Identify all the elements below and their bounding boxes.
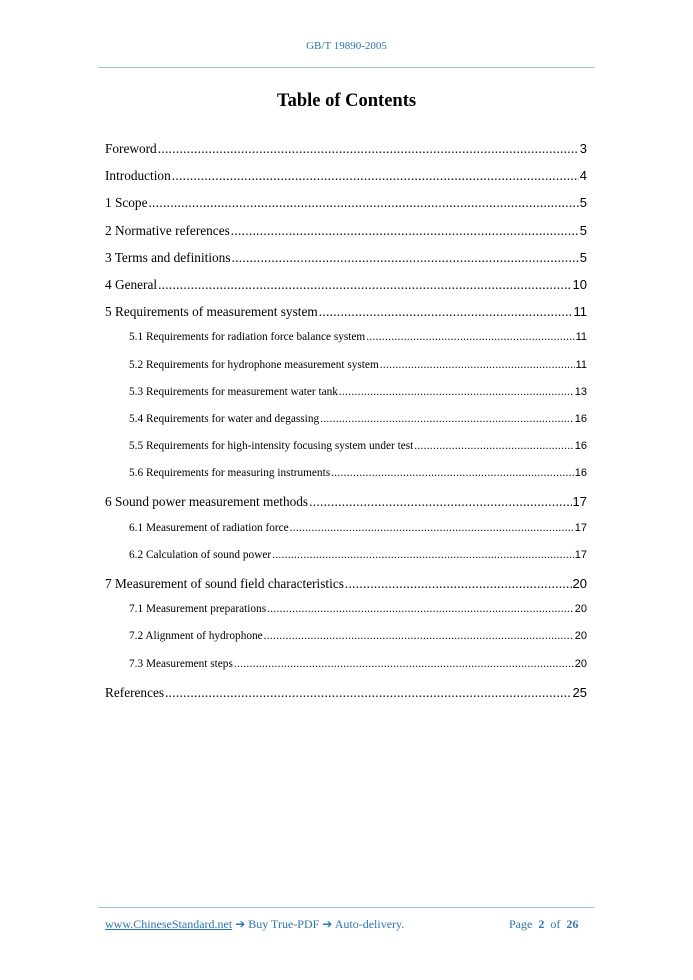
toc-entry[interactable] (105, 386, 587, 413)
toc-entry-page: 5 (579, 249, 587, 265)
current-page: 2 (538, 917, 545, 931)
toc-entry-label: 6.2 Calculation of sound power (129, 548, 272, 561)
toc-entry-page: 4 (579, 168, 587, 184)
toc-entry-page: 20 (574, 657, 587, 670)
toc-entry-page: 17 (572, 494, 587, 510)
dot-leader (272, 549, 574, 561)
page-title: Table of Contents (276, 91, 417, 111)
running-header: GB/T 19890-2005 (306, 40, 387, 52)
dot-leader (234, 658, 574, 670)
toc-entry-page: 11 (575, 331, 587, 344)
dot-leader (231, 223, 579, 239)
toc-entry-page: 3 (579, 141, 587, 156)
page-word: Page (509, 917, 533, 931)
toc-entry-page: 5 (579, 195, 587, 211)
arrow-icon: ➔ (322, 917, 333, 931)
page-number (509, 917, 578, 932)
dot-leader (290, 522, 574, 534)
dot-leader (320, 413, 574, 425)
dot-leader (148, 195, 578, 211)
toc-entry-label: Introduction (105, 168, 171, 184)
toc-entry[interactable] (105, 223, 587, 250)
site-link[interactable]: www.ChineseStandard.net (105, 917, 233, 931)
buy-link[interactable]: Buy True-PDF (248, 917, 320, 931)
total-pages: 26 (566, 917, 579, 931)
toc-entry-page: 16 (574, 467, 587, 480)
toc-entry[interactable] (105, 168, 587, 195)
toc-entry[interactable] (105, 304, 587, 331)
dot-leader (264, 630, 574, 642)
dot-leader (345, 576, 572, 592)
toc-entry-label: 6 Sound power measurement methods (105, 494, 309, 510)
toc-entry[interactable] (105, 467, 587, 494)
toc-entry[interactable] (105, 576, 587, 603)
toc-entry[interactable] (105, 494, 587, 521)
toc-entry-label: 5 Requirements of measurement system (105, 304, 318, 320)
toc-entry-page: 17 (574, 521, 587, 534)
toc-entry[interactable] (105, 250, 587, 277)
toc-entry-label: 6.1 Measurement of radiation force (129, 521, 289, 534)
toc-entry[interactable] (105, 658, 587, 685)
of-word: of (550, 917, 561, 931)
toc-entry-page: 13 (574, 385, 587, 398)
toc-entry-label: 5.3 Requirements for measurement water tank (129, 385, 338, 398)
dot-leader (158, 277, 571, 293)
toc-entry[interactable] (105, 522, 587, 549)
toc-entry-label: 5.1 Requirements for radiation force balance system (129, 331, 366, 344)
footer-promo (105, 917, 404, 932)
dot-leader (414, 440, 573, 452)
toc-entry-label: 5.2 Requirements for hydrophone measurement system (129, 358, 379, 371)
toc-entry-label: 2 Normative references (105, 222, 230, 238)
delivery-text: Auto-delivery. (334, 917, 405, 931)
toc-entry-label: 1 Scope (105, 195, 148, 211)
toc-entry[interactable] (105, 195, 587, 222)
toc-entry[interactable] (105, 359, 587, 386)
toc-entry-page: 16 (574, 440, 587, 453)
toc-entry-page: 17 (574, 548, 587, 561)
toc-entry[interactable] (105, 603, 587, 630)
table-of-contents (105, 141, 587, 712)
toc-entry-label: 3 Terms and definitions (105, 249, 231, 265)
toc-entry-page: 11 (573, 304, 587, 320)
toc-entry-label: 7.2 Alignment of hydrophone (129, 630, 263, 643)
dot-leader (339, 386, 574, 398)
dot-leader (380, 359, 575, 371)
toc-entry-label: 5.6 Requirements for measuring instruments (129, 467, 331, 480)
toc-entry-label: 7.1 Measurement preparations (129, 603, 267, 616)
dot-leader (232, 250, 579, 266)
toc-entry[interactable] (105, 277, 587, 304)
dot-leader (158, 141, 579, 157)
dot-leader (331, 467, 574, 479)
toc-entry[interactable] (105, 549, 587, 576)
toc-entry-label: 7 Measurement of sound field characteristics (105, 576, 344, 591)
toc-entry-page: 5 (579, 222, 587, 238)
toc-entry-label: 7.3 Measurement steps (129, 657, 233, 670)
dot-leader (366, 331, 574, 343)
toc-entry-label: Foreword (105, 141, 157, 156)
toc-entry-label: 4 General (105, 276, 158, 292)
toc-entry[interactable] (105, 413, 587, 440)
toc-entry-label: 5.4 Requirements for water and degassing (129, 412, 320, 425)
toc-entry-page: 20 (572, 576, 587, 591)
toc-entry-page: 20 (574, 603, 587, 616)
toc-entry-page: 25 (572, 684, 587, 700)
toc-entry[interactable] (105, 630, 587, 657)
footer-divider (98, 907, 595, 908)
toc-entry[interactable] (105, 141, 587, 168)
header-divider (98, 67, 595, 68)
dot-leader (172, 168, 579, 184)
toc-entry-label: References (105, 684, 165, 700)
toc-entry[interactable] (105, 440, 587, 467)
dot-leader (319, 304, 573, 320)
toc-entry-page: 10 (572, 276, 587, 292)
dot-leader (165, 685, 571, 701)
toc-entry-page: 16 (574, 412, 587, 425)
toc-entry-label: 5.5 Requirements for high-intensity focusing system under test (129, 440, 414, 453)
dot-leader (309, 494, 571, 510)
dot-leader (267, 603, 574, 615)
toc-entry[interactable] (105, 331, 587, 358)
toc-entry-page: 11 (575, 358, 587, 371)
toc-entry-page: 20 (574, 630, 587, 643)
toc-entry[interactable] (105, 685, 587, 712)
arrow-icon: ➔ (235, 917, 246, 931)
